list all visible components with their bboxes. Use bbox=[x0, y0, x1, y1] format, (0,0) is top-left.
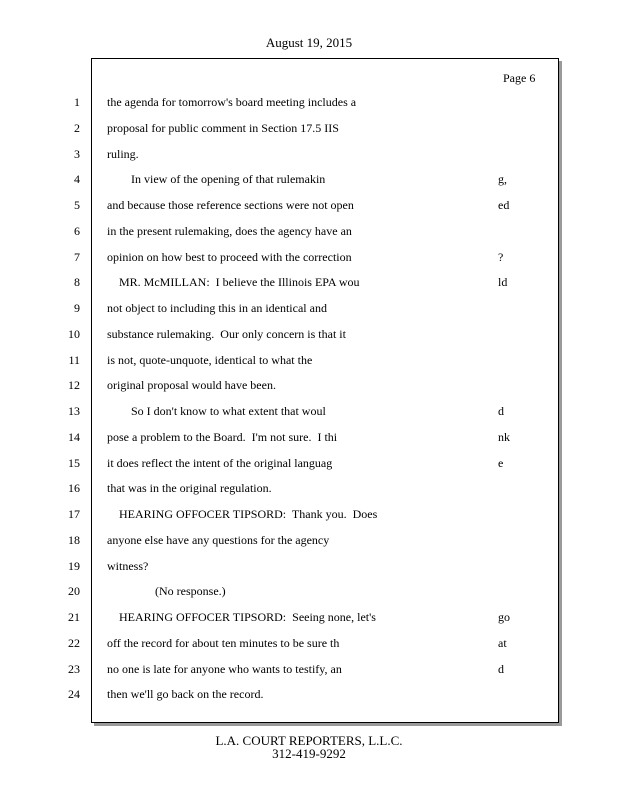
line-number: 3 bbox=[74, 147, 80, 161]
line-number: 14 bbox=[68, 430, 80, 444]
line-text-tail: at bbox=[498, 636, 507, 650]
footer bbox=[0, 734, 618, 760]
line-number: 2 bbox=[74, 121, 80, 135]
line-text: substance rulemaking. Our only concern is that it bbox=[107, 327, 346, 341]
line-number: 5 bbox=[74, 198, 80, 212]
line-number: 16 bbox=[68, 481, 80, 495]
line-number: 21 bbox=[68, 610, 80, 624]
line-number: 11 bbox=[68, 353, 80, 367]
page-number: Page 6 bbox=[503, 71, 536, 85]
line-number: 12 bbox=[68, 378, 80, 392]
line-number: 8 bbox=[74, 275, 80, 289]
line-text: proposal for public comment in Section 17.5 IIS bbox=[107, 121, 339, 135]
line-text-tail: d bbox=[498, 404, 504, 418]
line-text: HEARING OFFOCER TIPSORD: Seeing none, let's bbox=[107, 610, 376, 624]
line-text: opinion on how best to proceed with the correction bbox=[107, 250, 352, 264]
line-text-tail: nk bbox=[498, 430, 510, 444]
line-text-tail: go bbox=[498, 610, 510, 624]
line-text: no one is late for anyone who wants to testify, an bbox=[107, 662, 342, 676]
line-text: is not, quote-unquote, identical to what the bbox=[107, 353, 313, 367]
line-number: 22 bbox=[68, 636, 80, 650]
line-number: 15 bbox=[68, 456, 80, 470]
line-text: (No response.) bbox=[107, 584, 226, 598]
line-number: 24 bbox=[68, 687, 80, 701]
line-text: original proposal would have been. bbox=[107, 378, 276, 392]
line-number: 1 bbox=[74, 95, 80, 109]
line-text-tail: d bbox=[498, 662, 504, 676]
line-text: MR. McMILLAN: I believe the Illinois EPA wou bbox=[107, 275, 360, 289]
line-number: 7 bbox=[74, 250, 80, 264]
line-text: In view of the opening of that rulemakin bbox=[107, 172, 326, 186]
line-text: the agenda for tomorrow's board meeting includes a bbox=[107, 95, 357, 109]
line-number: 19 bbox=[68, 559, 80, 573]
line-number: 20 bbox=[68, 584, 80, 598]
line-text-tail: ed bbox=[498, 198, 510, 212]
line-text: and because those reference sections were not open bbox=[107, 198, 354, 212]
line-text: off the record for about ten minutes to be sure th bbox=[107, 636, 340, 650]
line-number: 6 bbox=[74, 224, 80, 238]
line-text: in the present rulemaking, does the agency have an bbox=[107, 224, 352, 238]
line-text-tail: e bbox=[498, 456, 504, 470]
reporter-phone: 312-419-9292 bbox=[272, 746, 346, 761]
line-text: then we'll go back on the record. bbox=[107, 687, 264, 701]
line-text: So I don't know to what extent that woul bbox=[107, 404, 326, 418]
line-number: 9 bbox=[74, 301, 80, 315]
line-text: not object to including this in an identical and bbox=[107, 301, 327, 315]
transcript-date: August 19, 2015 bbox=[265, 35, 353, 50]
line-text: ruling. bbox=[107, 147, 139, 161]
line-number: 4 bbox=[74, 172, 80, 186]
line-number: 18 bbox=[68, 533, 80, 547]
line-number: 23 bbox=[68, 662, 80, 676]
line-text: it does reflect the intent of the original languag bbox=[107, 456, 333, 470]
line-text-tail: ld bbox=[498, 275, 508, 289]
line-number: 10 bbox=[68, 327, 80, 341]
line-number: 17 bbox=[68, 507, 80, 521]
line-text-tail: g, bbox=[498, 172, 507, 186]
line-text: pose a problem to the Board. I'm not sure. I thi bbox=[107, 430, 338, 444]
line-text: witness? bbox=[107, 559, 149, 573]
line-text: HEARING OFFOCER TIPSORD: Thank you. Does bbox=[107, 507, 378, 521]
line-number: 13 bbox=[68, 404, 80, 418]
line-text-tail: ? bbox=[498, 250, 504, 264]
reporter-company: L.A. COURT REPORTERS, L.L.C. bbox=[215, 733, 403, 748]
line-text: that was in the original regulation. bbox=[107, 481, 272, 495]
line-text: anyone else have any questions for the agency bbox=[107, 533, 330, 547]
